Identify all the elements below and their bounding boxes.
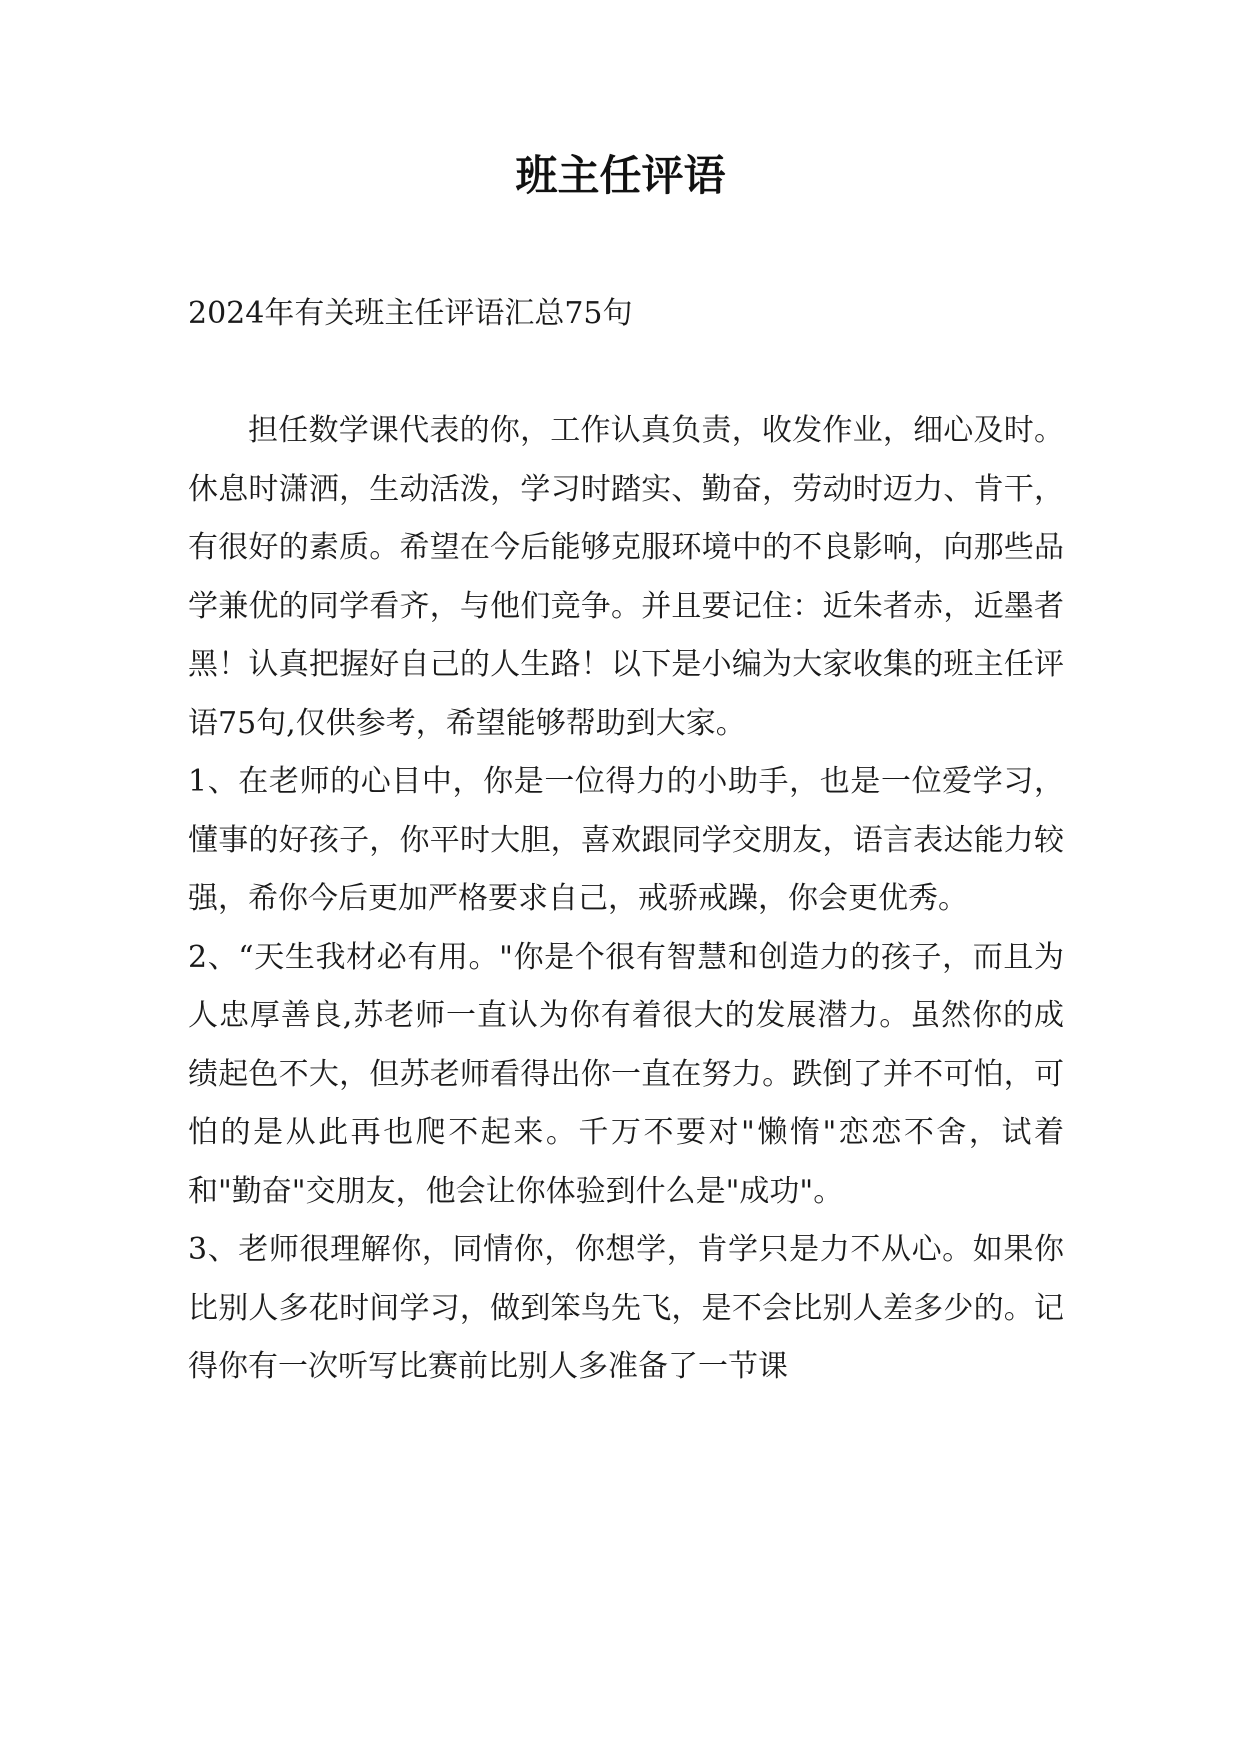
intro-paragraph: 担任数学课代表的你，工作认真负责，收发作业，细心及时。休息时潇洒，生动活泼，学习时踏实、勤奋，劳动时迈力、肯干，有很好的素质。希望在今后能够克服环境中的不良影响，向那些品学兼优的同学看齐，与他们竞争。并且要记住：近朱者赤，近墨者黑！认真把握好自己的人生路！以下是小编为大家收集的班主任评语75句,仅供参考，希望能够帮助到大家。 xyxy=(188,413,1064,741)
document-body xyxy=(188,402,1064,1397)
comment-item-2: 2、“天生我材必有用。"你是个很有智慧和创造力的孩子，而且为人忠厚善良,苏老师一直认为你有着很大的发展潜力。虽然你的成绩起色不大，但苏老师看得出你一直在努力。跌倒了并不可怕，可怕的是从此再也爬不起来。千万不要对"懒惰"恋恋不舍，试着和"勤奋"交朋友，他会让你体验到什么是"成功"。 xyxy=(188,939,1064,1209)
comment-item-1: 1、在老师的心目中，你是一位得力的小助手，也是一位爱学习，懂事的好孩子，你平时大胆，喜欢跟同学交朋友，语言表达能力较强，希你今后更加严格要求自己，戒骄戒躁，你会更优秀。 xyxy=(188,764,1064,916)
document-subtitle: 2024年有关班主任评语汇总75句 xyxy=(188,296,633,331)
comment-item-3: 3、老师很理解你，同情你，你想学，肯学只是力不从心。如果你比别人多花时间学习，做到笨鸟先飞，是不会比别人差多少的。记得你有一次听写比赛前比别人多准备了一节课 xyxy=(188,1232,1064,1384)
document-title: 班主任评语 xyxy=(515,151,726,200)
